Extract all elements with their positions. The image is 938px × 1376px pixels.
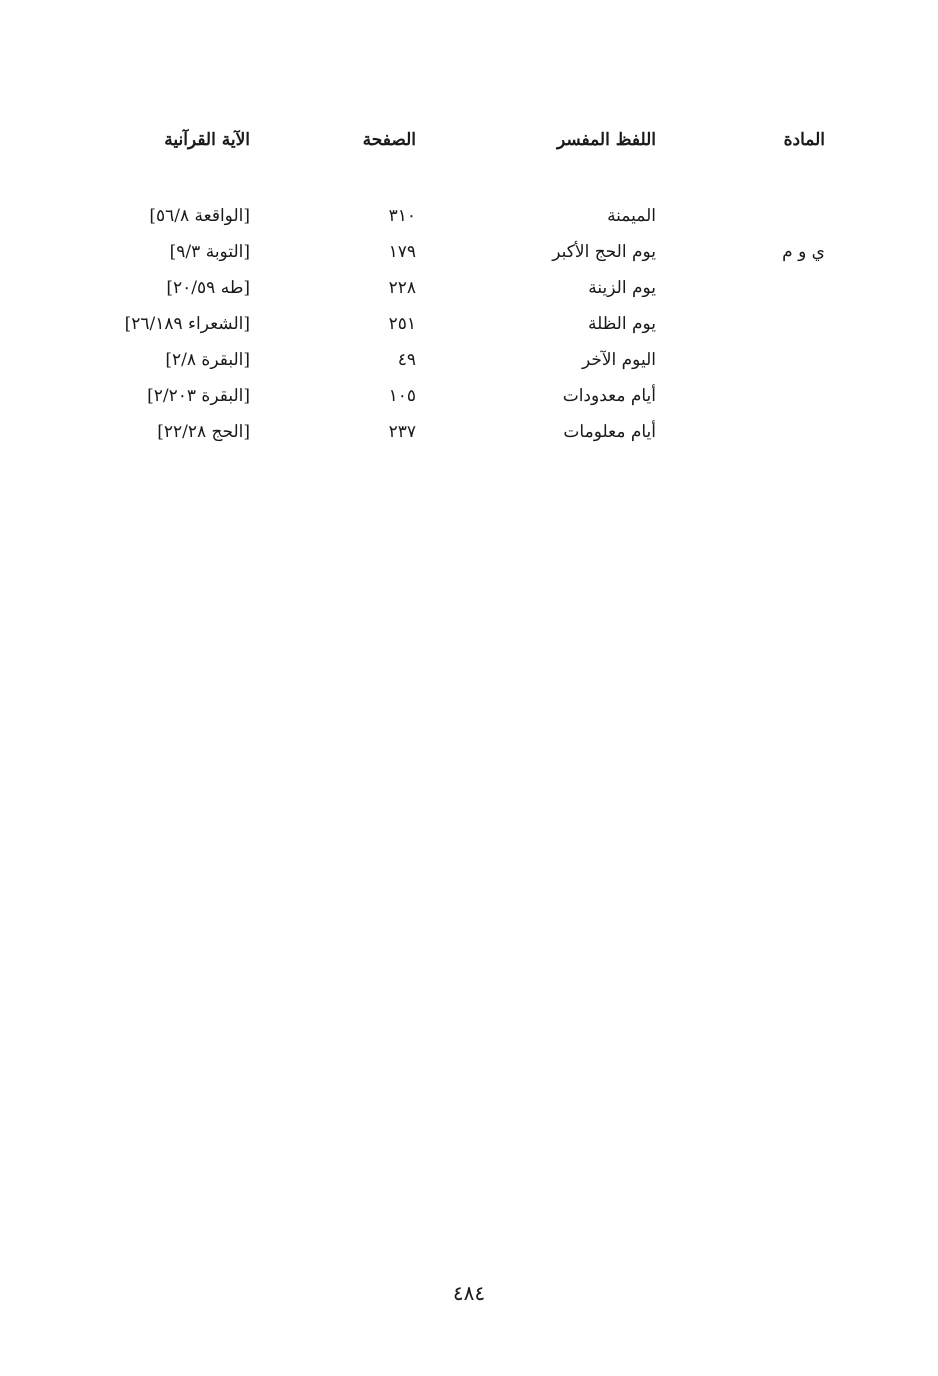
header-safha: الصفحة — [362, 130, 416, 150]
row-aya: [الواقعة ٥٦/٨] — [149, 206, 250, 226]
row-lafz: الميمنة — [607, 206, 656, 226]
row-madda: ي و م — [782, 242, 825, 262]
row-safha: ٣١٠ — [388, 206, 416, 226]
row-safha: ٢٥١ — [388, 314, 416, 334]
row-safha: ١٠٥ — [388, 386, 416, 406]
row-safha: ٤٩ — [397, 350, 416, 370]
header-lafz: اللفظ المفسر — [556, 130, 656, 150]
row-safha: ٢٣٧ — [388, 422, 416, 442]
row-safha: ٢٢٨ — [388, 278, 416, 298]
row-lafz: يوم الزينة — [588, 278, 656, 298]
row-aya: [طه ٢٠/٥٩] — [166, 278, 250, 298]
row-aya: [الشعراء ٢٦/١٨٩] — [124, 314, 250, 334]
row-lafz: أيام معدودات — [562, 386, 656, 406]
row-aya: [البقرة ٢/٨] — [165, 350, 250, 370]
row-safha: ١٧٩ — [388, 242, 416, 262]
row-aya: [البقرة ٢/٢٠٣] — [147, 386, 250, 406]
row-aya: [الحج ٢٢/٢٨] — [157, 422, 250, 442]
page-number: ٤٨٤ — [452, 1281, 486, 1305]
row-lafz: يوم الحج الأكبر — [552, 242, 656, 262]
header-aya: الآية القرآنية — [164, 130, 250, 150]
row-lafz: يوم الظلة — [587, 314, 656, 334]
row-aya: [التوبة ٩/٣] — [169, 242, 250, 262]
row-lafz: أيام معلومات — [563, 422, 656, 442]
row-lafz: اليوم الآخر — [581, 350, 656, 370]
header-madda: المادة — [783, 130, 825, 150]
